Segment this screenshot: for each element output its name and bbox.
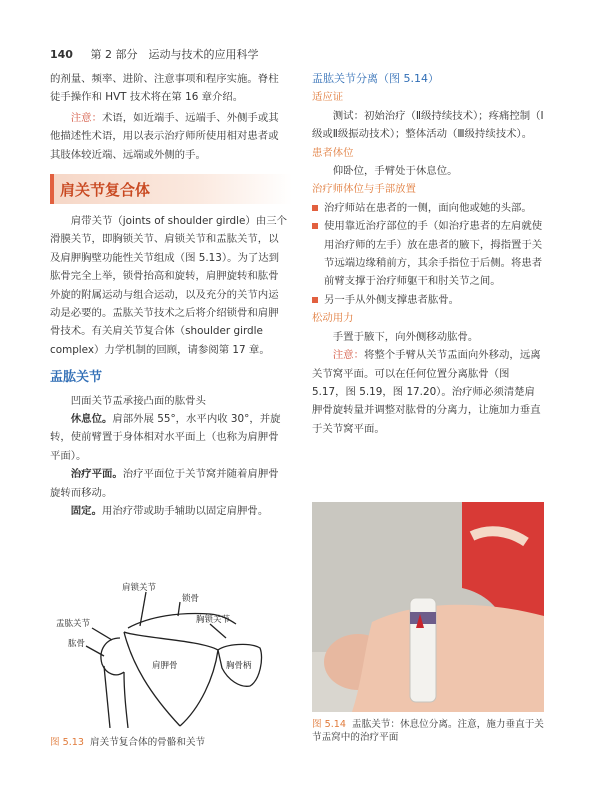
technique-title: 盂肱关节分离（图 5.14）: [312, 72, 439, 85]
label-clavicle: 锁骨: [182, 594, 200, 604]
section-title: 肩关节复合体: [60, 181, 151, 199]
figure-513-caption: [50, 734, 290, 748]
page-number: 140: [50, 48, 73, 61]
indication-heading: 适应证: [312, 91, 344, 104]
label-glenohumeral: 盂肱关节: [56, 619, 91, 629]
left-column-body: [50, 212, 288, 521]
note-label: 注意：: [70, 111, 102, 124]
treatment-plane: [50, 465, 288, 502]
right-note: [312, 346, 544, 438]
figure-number: 图 5.13: [50, 737, 85, 748]
label-acromioclavicular: 肩锁关节: [122, 583, 157, 593]
running-header: [50, 46, 258, 62]
mobilization-photo: [312, 502, 544, 712]
label-manubrium: 胸骨柄: [226, 661, 252, 671]
note-text: 术语，如近端手、远端手、外侧手或其他描述性术语，用以表示治疗师所使用相对患者或其肢体较近端、远端或外侧的手。: [50, 111, 279, 161]
fixation: [50, 502, 288, 520]
force-text: 手置于腋下，向外侧移动肱骨。: [332, 330, 479, 343]
figure-caption-text: 盂肱关节：休息位分离。注意，施力垂直于关节盂窝中的治疗平面: [312, 719, 544, 743]
subsection-title: 盂肱关节: [50, 370, 103, 386]
patient-torso: [352, 605, 544, 712]
note-label: 注意：: [332, 349, 364, 362]
leader-line: [92, 628, 112, 640]
fix-label: 固定。: [70, 505, 102, 518]
section-paragraph: 肩带关节（joints of shoulder girdle）由三个滑膜关节，即胸锁关节、肩锁关节和盂肱关节，以及肩胛胸壁功能性关节组成（图 5.13）。为了达到肱骨完全上举，锁骨抬高和旋转，肩胛旋转和肱骨外旋的附属运动与组合运动，以及充分的关节内运动是必要的。盂肱关节技术之后将介绍锁骨和肩胛骨技术。有关肩关节复合体（shoulder girdle complex）力学机制的回顾，请参阅第 17 章。: [50, 215, 287, 356]
sub-paragraph-1: 凹面关节盂承接凸面的肱骨头: [70, 394, 206, 407]
shoulder-skeleton-figure: [50, 568, 290, 728]
label-sternoclavicular: 胸锁关节: [196, 615, 231, 625]
note-text: 将整个手臂从关节盂面向外移动，远离关节窝平面。可以在任何位置分离肱骨（图 5.17，图 5.19，图 17.20）。治疗师必须清楚肩胛骨旋转量并调整对肱骨的分离力，让施加力垂直于关节窝平面。: [312, 349, 541, 435]
left-note: [50, 109, 288, 164]
bullet-item: 治疗师站在患者的一侧，面向他或她的头部。: [312, 199, 544, 217]
figure-514-caption: [312, 718, 544, 744]
therapist-heading: 治疗师体位与手部放置: [312, 183, 416, 196]
plane-text: 治疗平面位于关节窝并随着肩胛骨旋转而移动。: [50, 468, 279, 499]
force-heading: 松动用力: [312, 312, 354, 325]
label-humerus: 肱骨: [68, 639, 86, 649]
figure-number: 图 5.14: [312, 719, 347, 730]
label-scapula: 肩胛骨: [152, 661, 178, 671]
fix-text: 用治疗带或助手辅助以固定肩胛骨。: [101, 505, 269, 518]
rest-text: 肩部外展 55°，水平内收 30°，并旋转，使前臂置于身体相对水平面上（也称为肩胛骨平面）。: [50, 413, 281, 462]
scapula-shape: [124, 632, 218, 726]
bullet-item: 使用靠近治疗部位的手（如治疗患者的左肩就使用治疗师的左手）放在患者的腋下，拇指置于关节远端边缘稍前方，其余手指位于后侧。将患者前臂支撑于治疗师躯干和肘关节之间。: [312, 217, 544, 291]
patient-position-text: 仰卧位，手臂处于休息位。: [332, 165, 458, 178]
rest-label: 休息位。: [70, 413, 113, 426]
plane-label: 治疗平面。: [70, 468, 123, 481]
figure-caption-text: 肩关节复合体的骨骼和关节: [90, 737, 206, 748]
intro-paragraph: 的剂量、频率、进阶、注意事项和程序实施。脊柱徒手操作和 HVT 技术将在第 16 章介绍。: [50, 73, 279, 104]
strap-buckle: [410, 612, 436, 624]
bullet-item: 另一手从外侧支撑患者肱骨。: [312, 291, 544, 309]
leader-line: [210, 624, 226, 638]
left-column: [50, 70, 288, 164]
indication-text: 测试：初始治疗（Ⅱ级持续技术）；疼痛控制（Ⅰ级或Ⅱ级振动技术）；整体活动（Ⅲ级持续技术）。: [312, 109, 544, 141]
patient-position-heading: 患者体位: [312, 146, 354, 159]
right-column: [312, 70, 544, 438]
running-title: 第 2 部分 运动与技术的应用科学: [90, 48, 259, 61]
rest-position: [50, 410, 288, 465]
